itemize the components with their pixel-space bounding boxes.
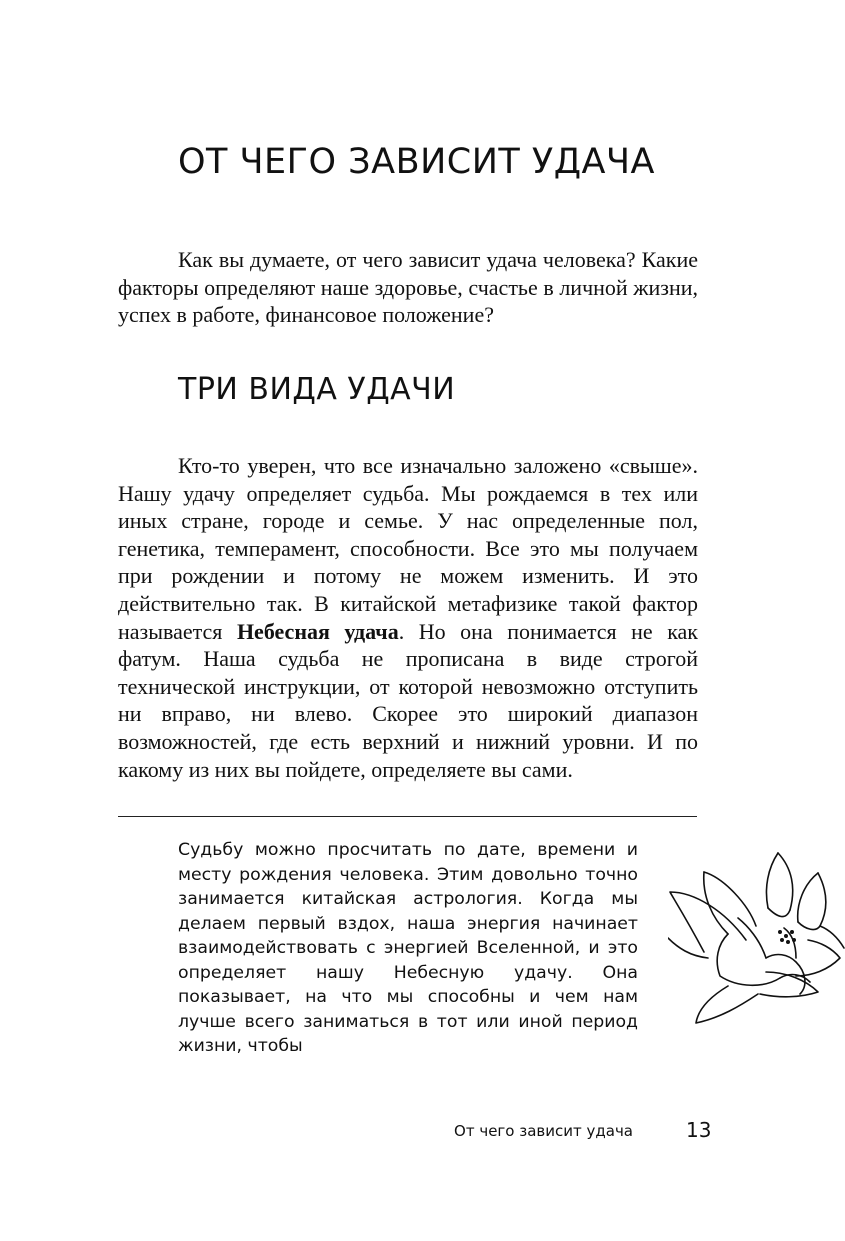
bold-term: Небесная удача <box>236 618 399 644</box>
intro-text: Как вы думаете, от чего зависит удача человека? Какие факторы определяют наше здоровье, счастье в личной жизни, успех в работе, финансовое положение? <box>118 247 698 328</box>
body-paragraph <box>118 452 698 783</box>
sidebar-note-text: Судьбу можно просчитать по дате, времени и месту рождения человека. Этим довольно точно занимается китайская астрология. Когда мы делаем первый вздох, наша энергия начинает взаимодействовать с энергией Вселенной, и это определяет нашу Небесную удачу. Она показывает, на что мы способны и чем нам лучше всего заниматься в тот или иной период жизни, чтобы <box>178 840 638 1056</box>
lotus-icon <box>668 848 845 1028</box>
page-number: 13 <box>686 1118 712 1142</box>
page-title: ОТ ЧЕГО ЗАВИСИТ УДАЧА <box>178 142 655 182</box>
section-heading: ТРИ ВИДА УДАЧИ <box>178 372 456 407</box>
body-text-part-1: Кто-то уверен, что все изначально заложено «свыше». Нашу удачу определяет судьба. Мы рождаемся в тех или иных стране, городе и семье. У нас определенные пол, генетика, темперамент, способности. Все это мы получаем при рождении и потому не можем изменить. И это действительно так. В китайской метафизике такой фактор называется <box>118 453 698 644</box>
body-text-part-2: . Но она понимается не как фатум. Наша судьба не прописана в виде строгой технической инструкции, от которой невозможно отступить ни вправо, ни влево. Скорее это широкий диапазон возможностей, где есть верхний и нижний уровни. И по какому из них вы пойдете, определяете вы сами. <box>118 618 698 782</box>
section-divider <box>118 816 697 817</box>
page-footer <box>0 1118 845 1142</box>
sidebar-note <box>178 838 638 1059</box>
intro-paragraph <box>118 246 698 329</box>
running-title: От чего зависит удача <box>454 1122 633 1140</box>
body-text <box>118 452 698 783</box>
